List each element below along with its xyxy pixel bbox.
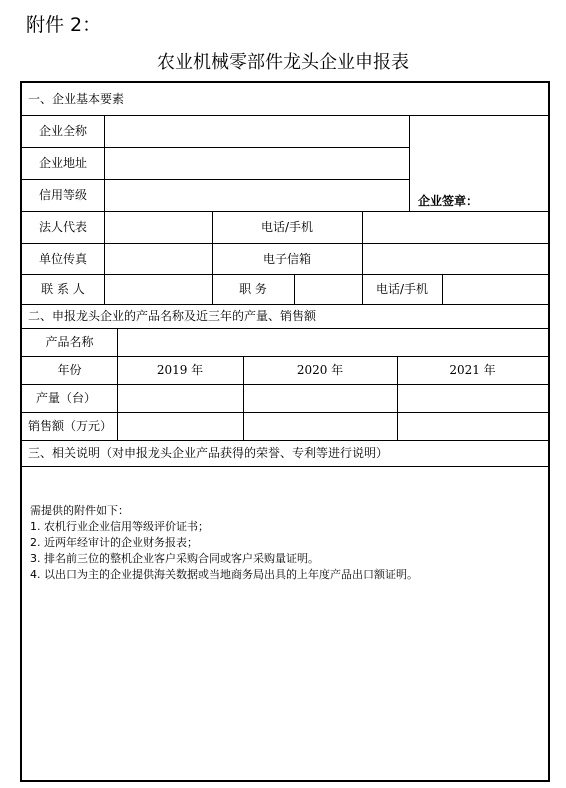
page-title: 农业机械零部件龙头企业申报表 — [157, 52, 409, 73]
phone-mobile-label: 电话/手机 — [260, 220, 314, 234]
col-line — [409, 115, 410, 211]
section-products-heading: 二、申报龙头企业的产品名称及近三年的产量、销售额 — [28, 309, 317, 323]
row-line — [22, 147, 409, 148]
list-item: 1. 农机行业企业信用等级评价证书； — [30, 520, 209, 533]
row-line — [22, 384, 548, 385]
col-line — [442, 274, 443, 304]
fax-label: 单位传真 — [38, 252, 87, 266]
company-signature-label: 企业签章： — [418, 194, 479, 208]
product-name-label: 产品名称 — [45, 335, 94, 349]
credit-rating-label: 信用等级 — [38, 188, 87, 202]
row-line — [22, 304, 548, 305]
row-line — [22, 179, 409, 180]
list-item: 4. 以出口为主的企业提供海关数据或当地商务局出具的上年度产品出口额证明。 — [30, 568, 418, 581]
list-item: 2. 近两年经审计的企业财务报表； — [30, 536, 198, 549]
phone-mobile-label-2: 电话/手机 — [375, 282, 429, 296]
section-notes-heading: 三、相关说明（对申报龙头企业产品获得的荣誉、专利等进行说明） — [28, 446, 389, 460]
section-basic-heading: 一、企业基本要素 — [28, 92, 125, 106]
email-label: 电子信箱 — [262, 252, 311, 266]
sales-label: 销售额（万元） — [28, 419, 113, 433]
legal-rep-label: 法人代表 — [38, 220, 87, 234]
col-line — [104, 115, 105, 243]
row-line — [22, 274, 548, 275]
row-line — [22, 328, 548, 329]
application-form — [20, 81, 550, 782]
col-line — [104, 243, 105, 305]
company-address-label: 企业地址 — [38, 156, 87, 170]
row-line — [22, 440, 548, 441]
attachments-note — [30, 503, 418, 583]
year-2021: 2021 年 — [449, 363, 496, 377]
col-line — [117, 328, 118, 440]
row-line — [22, 115, 548, 116]
col-line — [362, 211, 363, 274]
row-line — [22, 243, 548, 244]
year-2020: 2020 年 — [296, 363, 344, 377]
list-item: 3. 排名前三位的整机企业客户采购合同或客户采购量证明。 — [30, 552, 319, 565]
contact-label: 联 系 人 — [41, 282, 85, 296]
row-line — [22, 412, 548, 413]
company-name-label: 企业全称 — [38, 124, 87, 138]
attachment-label: 附件 2： — [26, 14, 102, 36]
row-line — [22, 211, 548, 212]
year-2019: 2019 年 — [156, 363, 204, 377]
attachments-intro: 需提供的附件如下： — [30, 504, 129, 517]
col-line — [294, 274, 295, 304]
output-label: 产量（台） — [36, 391, 97, 405]
position-label: 职 务 — [239, 282, 267, 296]
row-line — [22, 356, 548, 357]
row-line — [22, 466, 548, 467]
year-label: 年份 — [57, 363, 82, 377]
